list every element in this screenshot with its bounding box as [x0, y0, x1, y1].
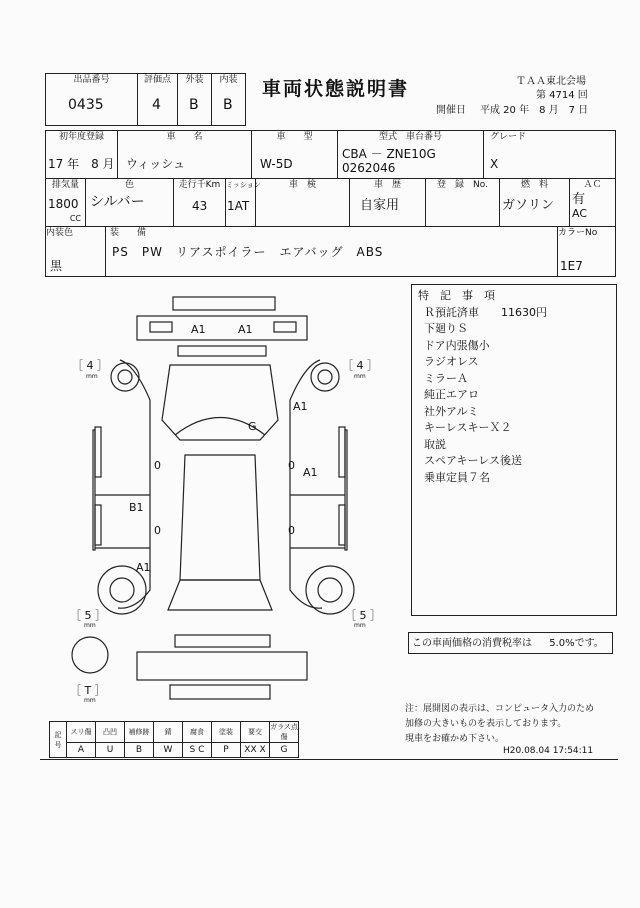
fog-lamp-right — [274, 322, 296, 332]
document-title: 車両状態説明書 — [262, 78, 410, 100]
legend-code: U — [96, 743, 125, 758]
tire-front-left-unit: mm — [86, 373, 98, 380]
bottom-rule — [40, 759, 618, 760]
body-type-label: 車 型 — [276, 132, 313, 142]
legend-name: 要交 — [241, 722, 270, 743]
inspection-cell — [256, 179, 350, 227]
displacement-unit: CC — [69, 214, 81, 223]
vehicle-row1 — [45, 130, 616, 179]
grade-name-label: グレード — [490, 132, 527, 142]
tire-rear-left-unit: mm — [84, 622, 96, 629]
vehicle-row2 — [45, 178, 616, 227]
exterior-value: B — [189, 97, 199, 113]
legend-code: P — [212, 743, 241, 758]
vehicle-row3 — [45, 226, 616, 277]
color-no-label: カラーNo — [558, 228, 598, 238]
mark-right-rear-door: 0 — [288, 524, 295, 537]
mission-label: ミッション — [226, 181, 261, 189]
auction-date: 平成 20 年 8 月 7 日 — [480, 105, 589, 116]
footnote-line1: 注：展開図の表示は、コンピュータ入力のため — [405, 704, 595, 714]
tax-rate-label: この車両価格の消費税率は — [412, 638, 532, 649]
lot-value: 0435 — [68, 97, 104, 113]
regno-cell — [426, 179, 500, 227]
tire-front-left: ［ 4 ］ — [72, 359, 108, 372]
mark-front-bumper-left: A1 — [191, 323, 206, 336]
mileage-cell — [174, 179, 226, 227]
color-value: シルバー — [90, 194, 145, 210]
inspection-label: 車 検 — [288, 180, 316, 190]
note-line: 下廻りＳ — [424, 322, 468, 335]
note-line: 取説 — [424, 437, 446, 451]
footnote-line2: 加修の大きいものを表示しております。 — [405, 719, 567, 729]
legend-name: 錆 — [154, 722, 183, 743]
note-line: ラジオレス — [424, 355, 479, 368]
equipment-label: 装 備 — [110, 228, 147, 238]
mark-right-fender: A1 — [293, 400, 308, 413]
model-cell — [338, 131, 484, 179]
ac-label: ＡＣ — [583, 180, 602, 190]
mark-left-quarter: A1 — [136, 561, 151, 574]
legend-name: 凸凹 — [96, 722, 125, 743]
grade-label: 評価点 — [143, 75, 171, 85]
roof — [180, 455, 260, 580]
note-line: 乗車定員７名 — [424, 470, 490, 484]
ac-value2: AC — [572, 207, 588, 220]
lot-cell — [46, 74, 138, 126]
interior-cell — [212, 74, 246, 126]
tire-rear-left: ［ 5 ］ — [70, 609, 106, 622]
grade-cell — [138, 74, 178, 126]
note-line: スペアキーレス後送 — [424, 454, 523, 467]
mark-hood: G — [248, 420, 257, 433]
notes-list — [412, 305, 616, 487]
legend-name: 腐食 — [183, 722, 212, 743]
front-grille-panel — [173, 297, 275, 310]
front-panel — [178, 346, 266, 356]
mission-value: 1AT — [227, 199, 250, 213]
color-no-value: 1E7 — [560, 259, 583, 273]
car-name-cell — [118, 131, 252, 179]
history-cell — [350, 179, 426, 227]
hood — [162, 365, 278, 440]
interior-label: 内装 — [219, 75, 238, 85]
note-line: 社外アルミ — [424, 404, 479, 418]
tax-rate-box — [408, 632, 613, 654]
displacement-cell — [46, 179, 86, 227]
color-cell — [86, 179, 174, 227]
spare-tire-unit: mm — [84, 697, 96, 704]
rear-garnish — [170, 685, 270, 699]
mark-front-bumper-right: A1 — [238, 323, 253, 336]
legend-code: XX X — [241, 743, 270, 758]
tire-front-right-unit: mm — [354, 373, 366, 380]
mark-right-door-front: 0 — [288, 459, 295, 472]
mileage-value: 43 — [192, 199, 208, 213]
date-label: 開催日 — [436, 105, 466, 116]
special-notes-box — [411, 284, 617, 616]
body-type-cell — [252, 131, 338, 179]
equipment-cell — [106, 227, 558, 277]
note-line: 純正エアロ — [424, 388, 479, 401]
tire-rear-right: ［ 5 ］ — [345, 609, 381, 622]
mark-left-sill: B1 — [129, 501, 144, 514]
car-name-label: 車 名 — [166, 132, 203, 142]
exterior-label: 外装 — [185, 75, 204, 85]
front-right-wheel — [311, 363, 339, 391]
interior-color-cell — [46, 227, 106, 277]
grade-name-value: X — [490, 157, 499, 171]
displacement-label: 排気量 — [51, 180, 79, 190]
history-value: 自家用 — [360, 198, 400, 213]
interior-color-value: 黒 — [50, 259, 63, 273]
body-type-value: W-5D — [260, 157, 293, 171]
regno-label: 登 録 No. — [437, 180, 488, 190]
footnote-line3: 現車をお確かめ下さい。 — [405, 734, 505, 744]
session: 第 4714 回 — [536, 90, 588, 101]
mark-right-door: A1 — [303, 466, 318, 479]
fuel-value: ガソリン — [502, 198, 555, 213]
notes-title: 特 記 事 項 — [418, 289, 495, 302]
note-line: ミラーＡ — [424, 371, 468, 385]
fuel-cell — [500, 179, 570, 227]
interior-color-label: 内装色 — [46, 228, 74, 238]
ac-value: 有 — [572, 192, 586, 207]
tire-rear-right-unit: mm — [354, 622, 366, 629]
note-line: キーレスキーＸ２ — [424, 421, 512, 434]
history-label: 車 歴 — [373, 180, 401, 190]
spare-tire — [72, 637, 108, 673]
front-left-wheel — [111, 363, 139, 391]
legend-name: ガラス点傷 — [270, 723, 298, 741]
legend-name: スリ傷 — [67, 722, 96, 743]
tax-rate-value: 5.0%です。 — [549, 638, 604, 649]
rear-panel — [175, 635, 270, 647]
model-label: 型式 車台番号 — [378, 132, 442, 142]
car-damage-diagram — [40, 290, 390, 710]
first-reg-value: 17 年 8 月 — [48, 157, 115, 171]
note-line: Ｒ預託済車 11630円 — [424, 305, 547, 319]
legend-name: 補修跡 — [125, 722, 154, 743]
right-body-side — [290, 360, 322, 608]
print-timestamp: H20.08.04 17:54:11 — [503, 746, 594, 756]
venue: ＴＡＡ東北会場 — [516, 76, 586, 87]
mark-left-rear-door: 0 — [154, 524, 161, 537]
color-label: 色 — [124, 180, 134, 190]
color-no-cell — [558, 227, 616, 277]
rear-bumper — [137, 652, 307, 680]
first-reg-cell — [46, 131, 118, 179]
mission-cell — [226, 179, 261, 227]
ac-cell — [570, 179, 616, 227]
legend-code: B — [125, 743, 154, 758]
note-line: ドア内張傷小 — [424, 338, 490, 352]
legend-code: S C — [183, 743, 212, 758]
interior-value: B — [223, 97, 233, 113]
chassis-value: 0262046 — [342, 161, 396, 175]
tire-front-right: ［ 4 ］ — [342, 359, 378, 372]
mark-left-door-front: 0 — [154, 459, 161, 472]
mileage-label: 走行千Km — [178, 180, 221, 190]
legend-head: 記 号 — [50, 722, 67, 758]
front-bumper — [137, 316, 307, 340]
legend-name: 塗装 — [212, 722, 241, 743]
exterior-cell — [178, 74, 212, 126]
spare-tire-label: ［ T ］ — [70, 684, 106, 697]
legend-code: G — [270, 743, 299, 758]
legend-code: W — [154, 743, 183, 758]
lot-label: 出品番号 — [73, 75, 110, 85]
model-value: CBA － ZNE10G — [342, 147, 436, 161]
car-name-value: ウィッシュ — [126, 157, 186, 171]
summary-table — [45, 73, 246, 126]
grade-value: 4 — [152, 97, 161, 113]
grade-name-cell — [484, 131, 616, 179]
damage-code-legend — [49, 721, 299, 758]
rear-window — [168, 580, 272, 610]
first-reg-label: 初年度登録 — [58, 132, 104, 142]
legend-code: A — [67, 743, 96, 758]
fog-lamp-left — [150, 322, 172, 332]
displacement-value: 1800 — [48, 197, 79, 211]
equipment-value: PS PW リアスポイラー エアバッグ ABS — [112, 245, 384, 259]
fuel-label: 燃 料 — [520, 180, 548, 190]
